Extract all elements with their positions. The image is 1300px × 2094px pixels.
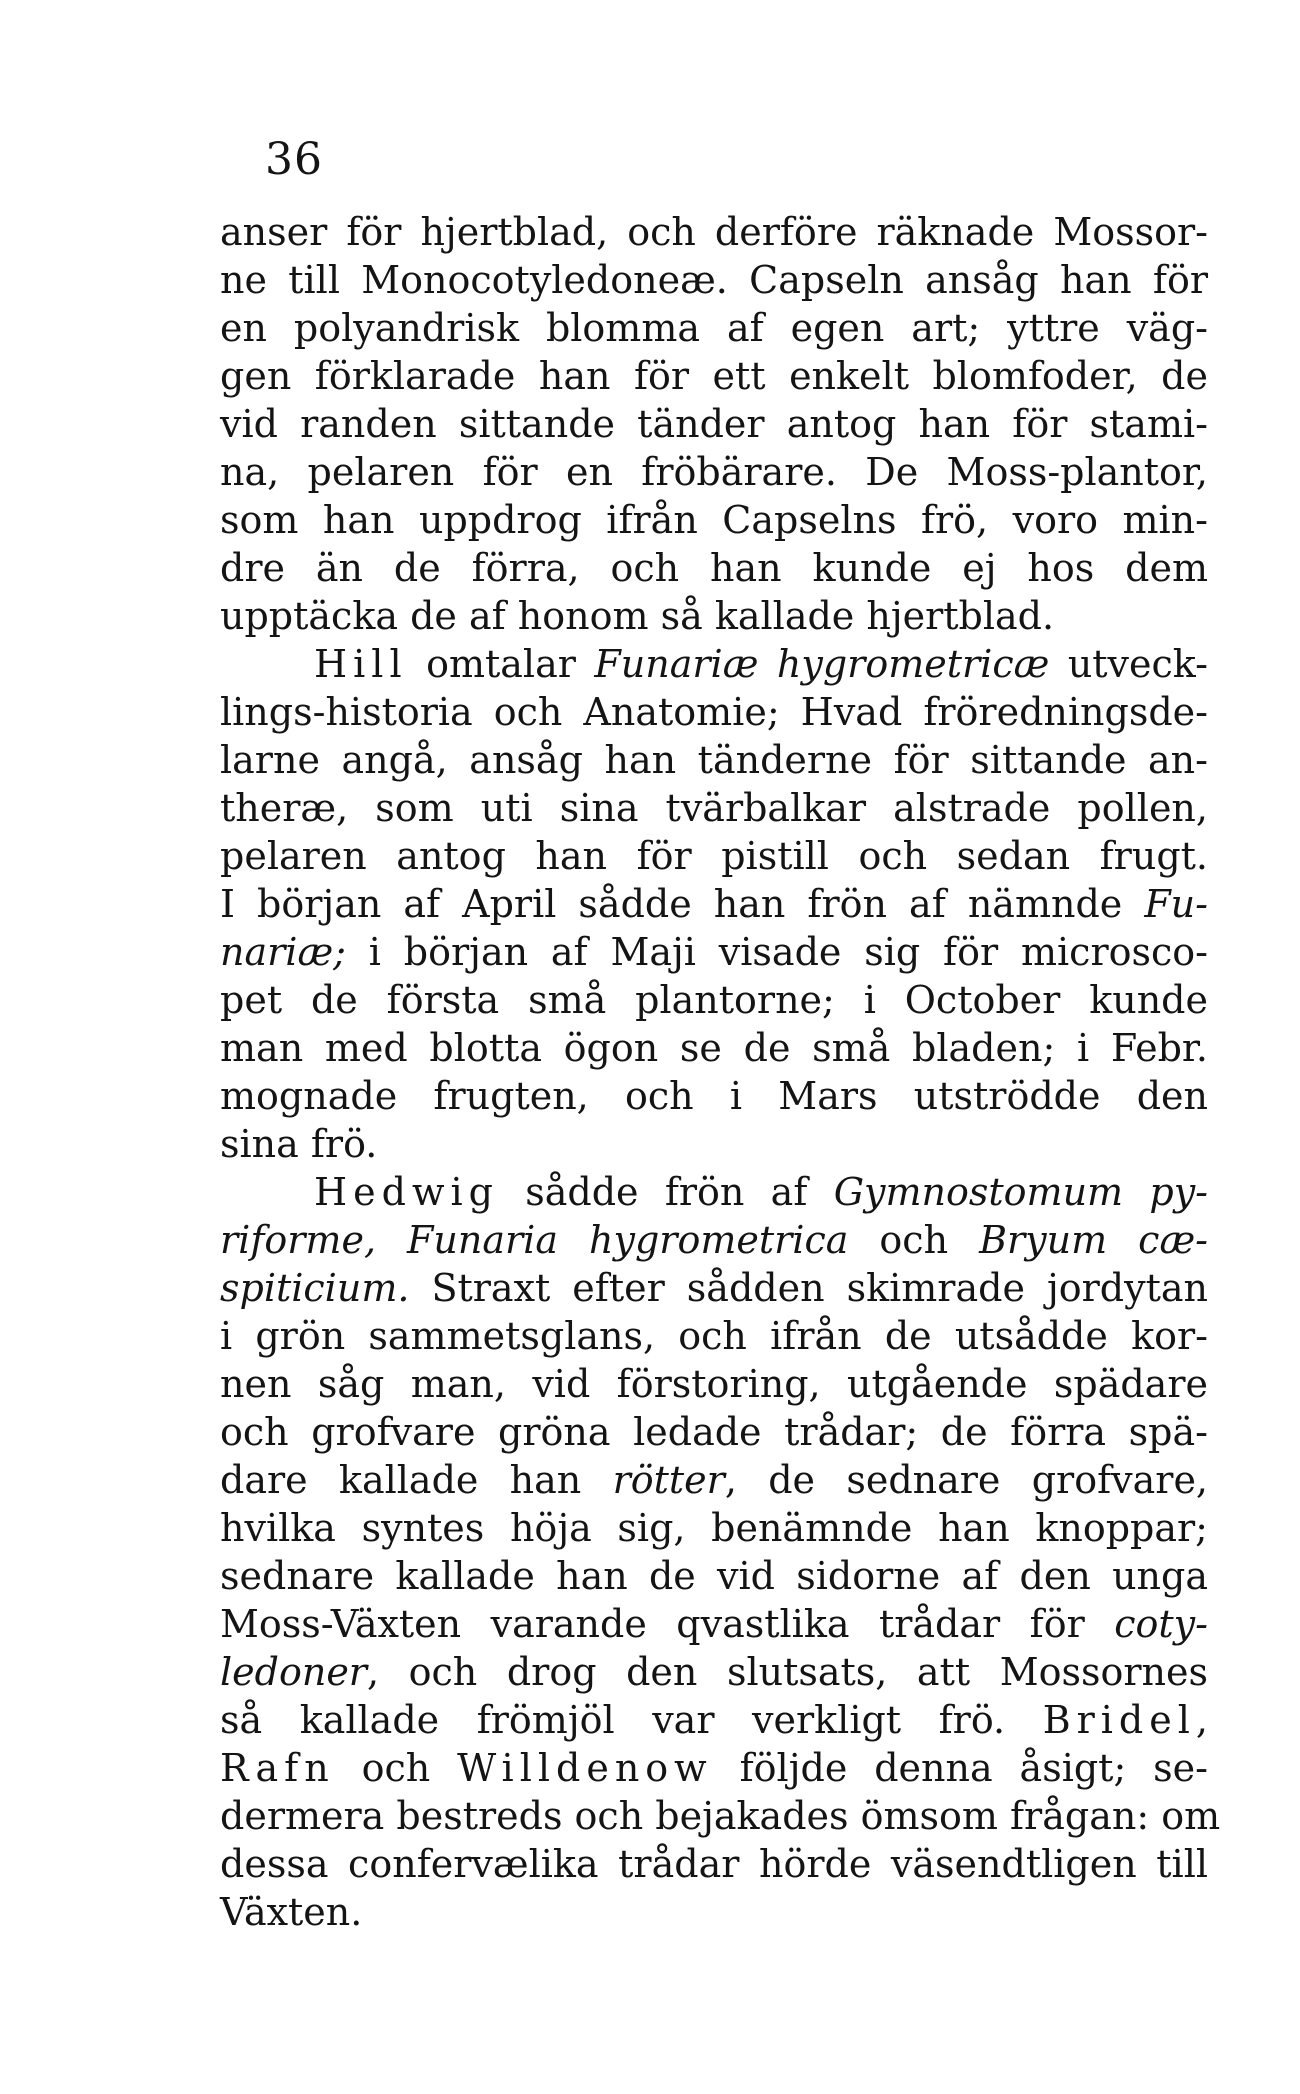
text-segment: lings-historia och Anatomie; Hvad fröredningsde- [220, 690, 1208, 734]
text-line [220, 1168, 1208, 1216]
text-segment: Funariæ hygrometricæ [594, 642, 1050, 686]
text-segment: Bryum cæ- [979, 1218, 1209, 1262]
text-segment: ledoner [220, 1650, 367, 1694]
text-line [220, 736, 1208, 784]
text-line [220, 1216, 1208, 1264]
text-segment: och [334, 1746, 458, 1790]
text-segment: pet de första små plantorne; i October kunde [220, 978, 1208, 1022]
text-line [220, 784, 1208, 832]
text-segment: man med blotta ögon se de små bladen; i Febr. [220, 1026, 1208, 1070]
text-segment: nariæ; [220, 930, 346, 974]
text-line [220, 1312, 1208, 1360]
text-segment: i grön sammetsglans, och ifrån de utsådde kor- [220, 1314, 1208, 1358]
text-line [220, 1888, 1208, 1936]
text-segment: utveck- [1049, 642, 1208, 686]
text-segment: , [1195, 1698, 1208, 1742]
text-segment: rötter [612, 1458, 725, 1502]
text-segment: Bridel [1042, 1698, 1196, 1742]
text-line [220, 208, 1208, 256]
text-segment: dessa confervælika trådar hörde väsendtligen till [220, 1842, 1208, 1886]
text-segment: Hill [314, 642, 408, 686]
text-line [220, 1456, 1208, 1504]
text-line [220, 1024, 1208, 1072]
text-segment: gen förklarade han för ett enkelt blomfoder, de [220, 354, 1208, 398]
text-line [220, 1840, 1208, 1888]
text-segment: I början af April sådde han frön af nämnde [220, 882, 1145, 926]
text-line [220, 1504, 1208, 1552]
text-line [220, 1600, 1208, 1648]
text-segment: spiticium. [220, 1266, 410, 1310]
text-segment: , de sednare grofvare, [724, 1458, 1209, 1502]
text-segment: Fu- [1144, 882, 1208, 926]
text-segment: Willdenow [457, 1746, 713, 1790]
text-line [220, 1072, 1208, 1120]
text-line [220, 1792, 1221, 1840]
text-segment: anser för hjertblad, och derföre räknade Mossor- [220, 210, 1208, 254]
text-segment: sådde frön af [498, 1170, 834, 1214]
text-segment: en polyandrisk blomma af egen art; yttre väg- [220, 306, 1208, 350]
text-segment: följde denna åsigt; se- [712, 1746, 1208, 1790]
text-segment: Straxt efter sådden skimrade jordytan [409, 1266, 1208, 1310]
text-line [220, 592, 1208, 640]
text-line [220, 640, 1208, 688]
text-segment: Moss-Växten varande qvastlika trådar för [220, 1602, 1115, 1646]
text-segment: och grofvare gröna ledade trådar; de förra spä- [220, 1410, 1208, 1454]
text-line [220, 400, 1208, 448]
text-line [220, 832, 1208, 880]
text-segment: theræ, som uti sina tvärbalkar alstrade pollen, [220, 786, 1208, 830]
body-text [220, 208, 1221, 1936]
text-line [220, 1264, 1208, 1312]
text-segment: dare kallade han [220, 1458, 613, 1502]
text-segment: så kallade frömjöl var verkligt frö. [220, 1698, 1043, 1742]
text-segment: coty- [1114, 1602, 1208, 1646]
text-segment: mognade frugten, och i Mars utströdde den [220, 1074, 1208, 1118]
text-segment: omtalar [407, 642, 595, 686]
text-segment: vid randen sittande tänder antog han för stami- [220, 402, 1208, 446]
text-segment: som han uppdrog ifrån Capselns frö, voro min- [220, 498, 1208, 542]
text-segment: Rafn [220, 1746, 335, 1790]
text-line [220, 1648, 1208, 1696]
text-segment: Gymnostomum py- [833, 1170, 1208, 1214]
text-line [220, 928, 1208, 976]
text-line [220, 1408, 1208, 1456]
text-line [220, 352, 1208, 400]
text-line [220, 1552, 1208, 1600]
text-segment: Växten. [220, 1890, 363, 1934]
text-line [220, 256, 1208, 304]
text-line [220, 976, 1208, 1024]
text-line [220, 688, 1208, 736]
text-line [220, 880, 1208, 928]
text-line [220, 448, 1208, 496]
text-segment: i början af Maji visade sig för microsco- [345, 930, 1208, 974]
text-segment: sednare kallade han de vid sidorne af den unga [220, 1554, 1208, 1598]
text-segment: Hedwig [314, 1170, 499, 1214]
text-segment: larne angå, ansåg han tänderne för sittande an- [220, 738, 1208, 782]
text-segment: , och drog den slutsats, att Mossornes [366, 1650, 1208, 1694]
text-segment: upptäcka de af honom så kallade hjertblad. [220, 594, 1055, 638]
text-segment: pelaren antog han för pistill och sedan frugt. [220, 834, 1208, 878]
page-number: 36 [265, 134, 323, 185]
text-segment: na, pelaren för en fröbärare. De Moss-plantor, [220, 450, 1208, 494]
text-line [220, 304, 1208, 352]
text-segment: dre än de förra, och han kunde ej hos dem [220, 546, 1208, 590]
text-line [220, 1360, 1208, 1408]
text-line [220, 1696, 1208, 1744]
text-segment: nen såg man, vid förstoring, utgående spädare [220, 1362, 1208, 1406]
text-segment: dermera bestreds och bejakades ömsom frågan: om [220, 1794, 1221, 1838]
text-segment: sina frö. [220, 1122, 378, 1166]
text-line [220, 544, 1208, 592]
text-segment: riforme, Funaria hygrometrica [220, 1218, 849, 1262]
text-segment: och [848, 1218, 980, 1262]
text-segment: hvilka syntes höja sig, benämnde han knoppar; [220, 1506, 1208, 1550]
text-segment: ne till Monocotyledoneæ. Capseln ansåg han för [220, 258, 1208, 302]
text-line [220, 1744, 1208, 1792]
text-line [220, 1120, 1208, 1168]
text-line [220, 496, 1208, 544]
